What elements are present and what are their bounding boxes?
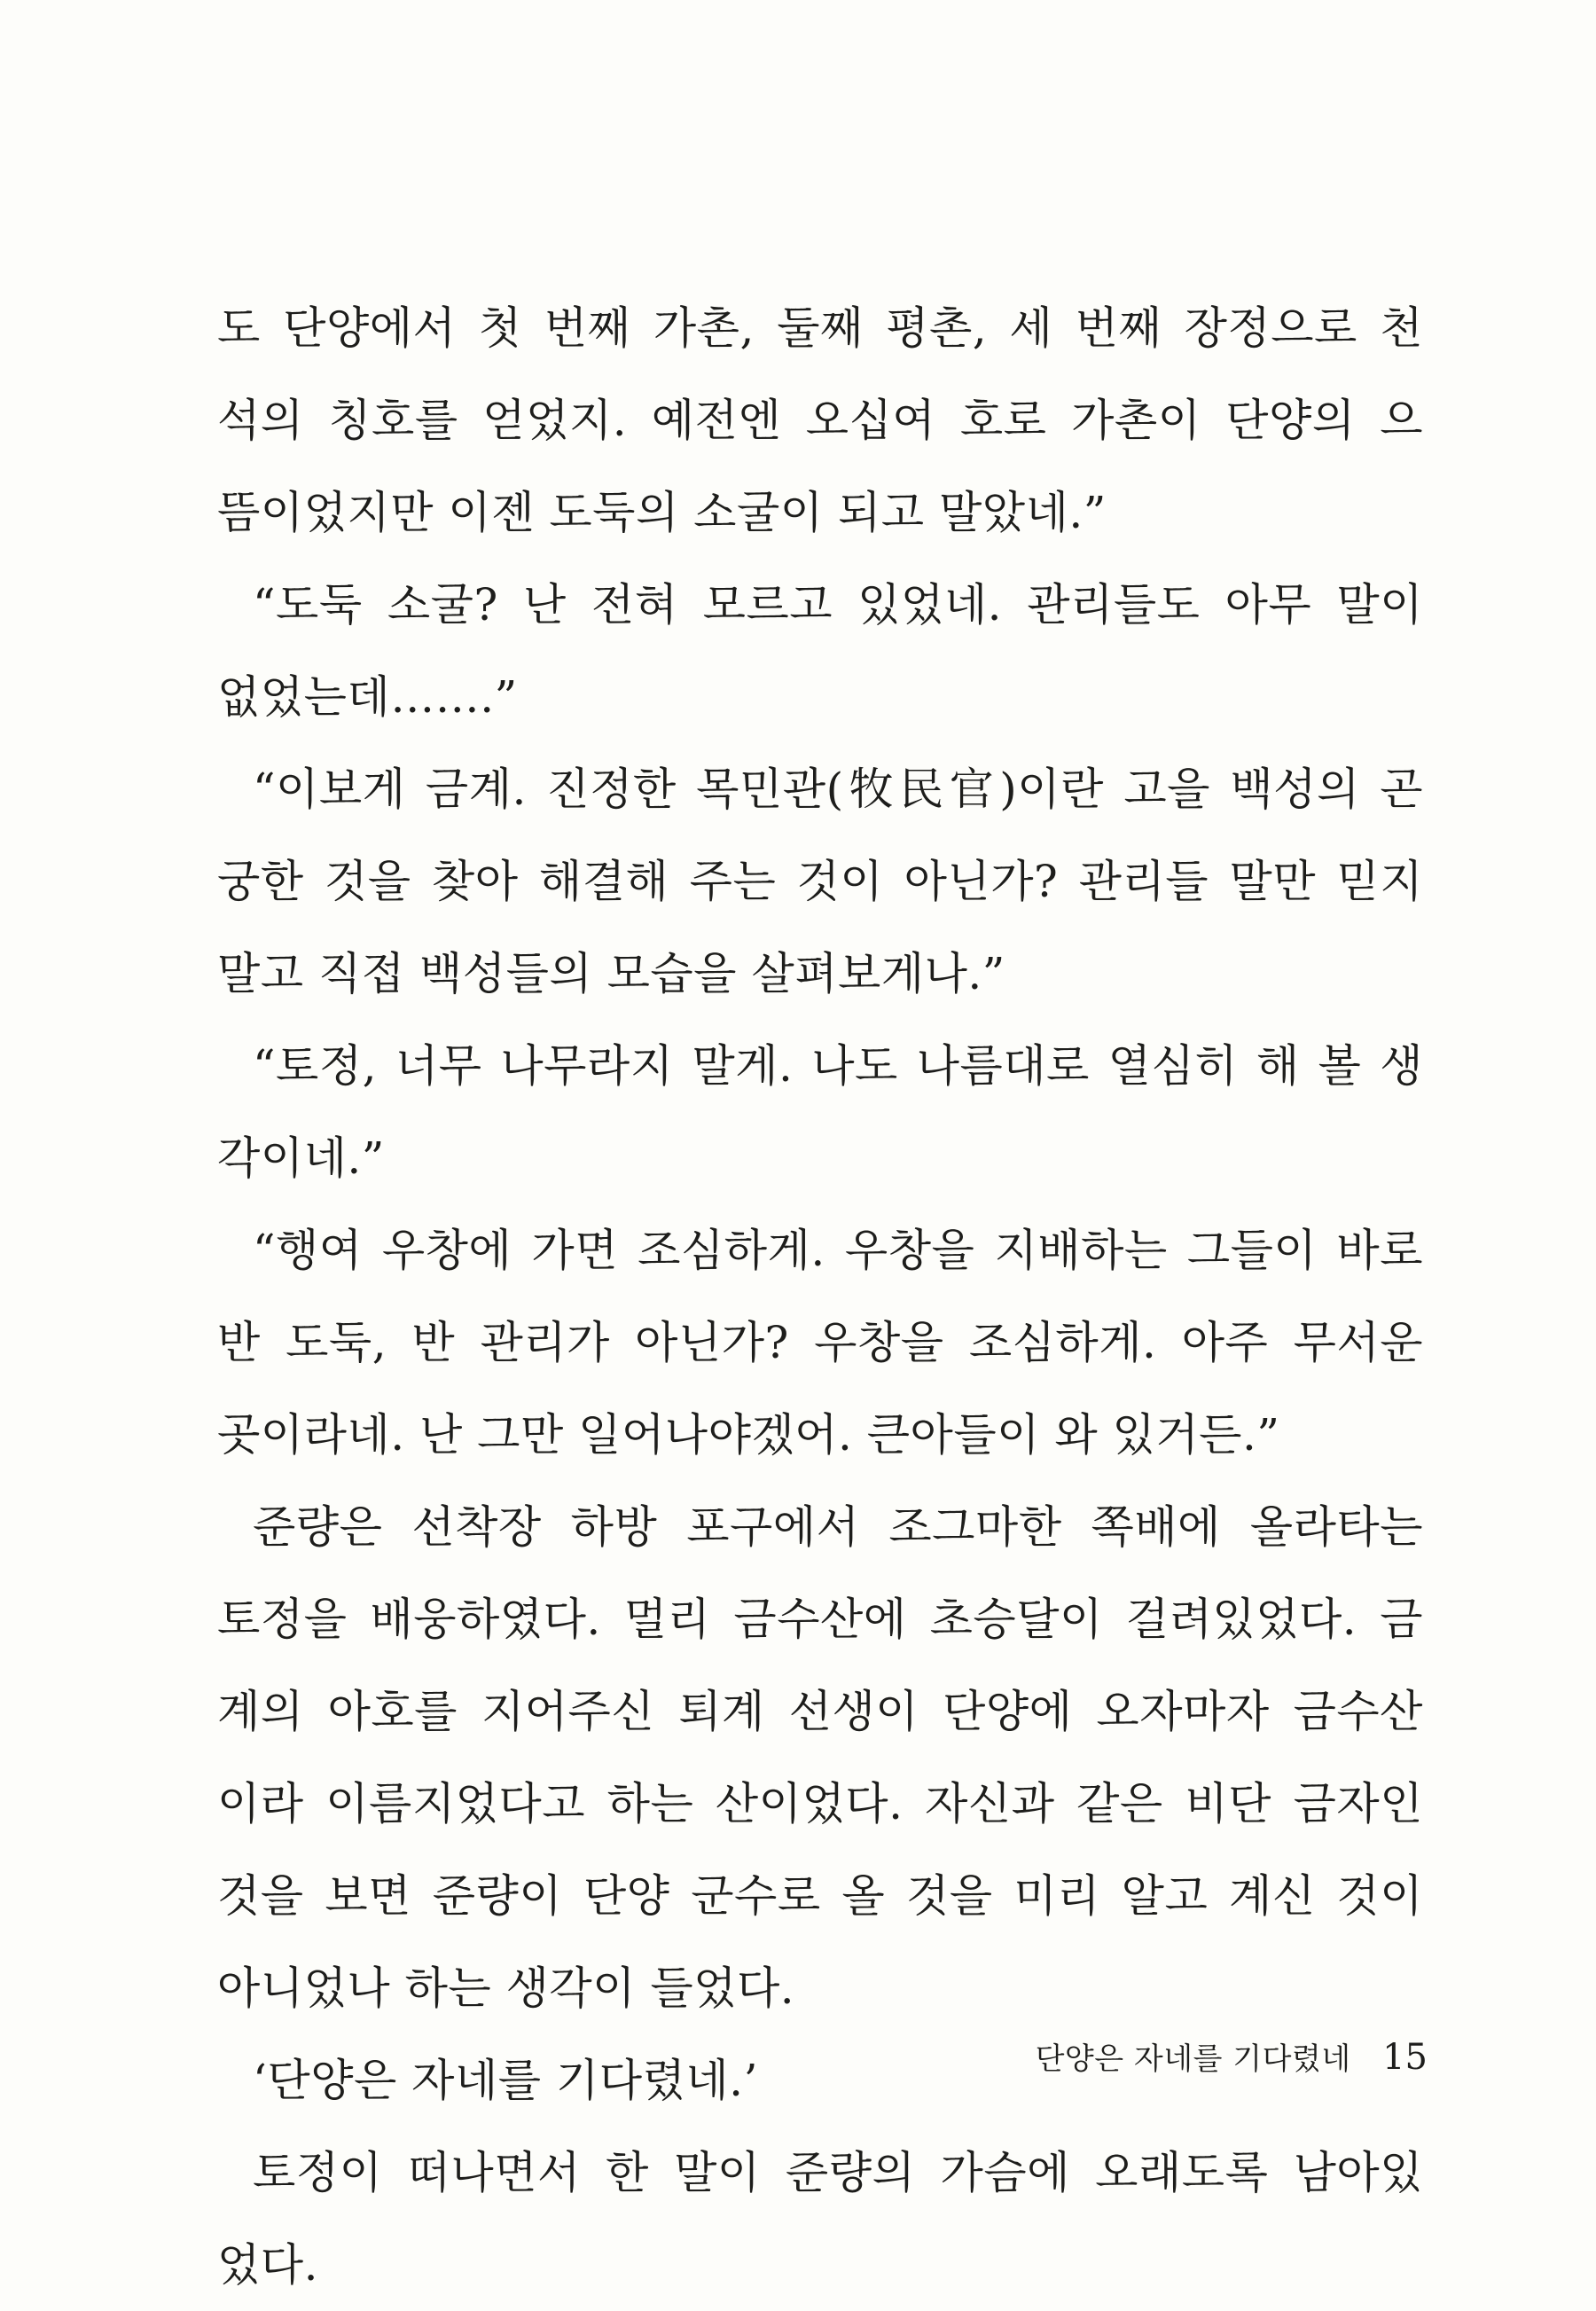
text-line: 것을 보면 준량이 단양 군수로 올 것을 미리 알고 계신 것이 xyxy=(217,1870,1423,1922)
text-line: 아니었나 하는 생각이 들었다. xyxy=(217,1962,795,2014)
text-line: 곳이라네. 난 그만 일어나야겠어. 큰아들이 와 있거든.” xyxy=(217,1409,1280,1461)
text-line: 토정을 배웅하였다. 멀리 금수산에 초승달이 걸려있었다. 금 xyxy=(217,1594,1423,1645)
body-text xyxy=(217,282,1423,2311)
text-line: “토정, 너무 나무라지 말게. 나도 나름대로 열심히 해 볼 생 xyxy=(253,1040,1423,1092)
text-line: 뜸이었지만 이젠 도둑의 소굴이 되고 말았네.” xyxy=(217,487,1107,538)
text-line: “도둑 소굴? 난 전혀 모르고 있었네. 관리들도 아무 말이 xyxy=(253,579,1423,631)
page-number: 15 xyxy=(1382,2037,1428,2078)
text-line: 었다. xyxy=(217,2239,318,2291)
text-line: 말고 직접 백성들의 모습을 살펴보게나.” xyxy=(217,948,1005,999)
text-line: ‘단양은 자네를 기다렸네.’ xyxy=(253,2055,758,2106)
text-line: 준량은 선착장 하방 포구에서 조그마한 쪽배에 올라타는 xyxy=(253,1501,1423,1553)
text-line: 각이네.” xyxy=(217,1132,385,1184)
running-title: 단양은 자네를 기다렸네 xyxy=(1035,2041,1351,2077)
text-line: 없었는데…….” xyxy=(217,671,518,723)
text-line: 궁한 것을 찾아 해결해 주는 것이 아닌가? 관리들 말만 믿지 xyxy=(217,856,1423,907)
text-line: “이보게 금계. 진정한 목민관(牧民官)이란 고을 백성의 곤 xyxy=(253,764,1423,815)
text-line: 반 도둑, 반 관리가 아닌가? 우창을 조심하게. 아주 무서운 xyxy=(217,1317,1423,1368)
text-line: 토정이 떠나면서 한 말이 준량의 가슴에 오래도록 남아있 xyxy=(253,2147,1423,2198)
text-line: “행여 우창에 가면 조심하게. 우창을 지배하는 그들이 바로 xyxy=(253,1225,1423,1276)
text-line: 계의 아호를 지어주신 퇴계 선생이 단양에 오자마자 금수산 xyxy=(217,1686,1423,1737)
text-line: 석의 칭호를 얻었지. 예전엔 오십여 호로 가촌이 단양의 으 xyxy=(217,395,1423,446)
page-footer xyxy=(1036,2031,1428,2084)
text-line: 이라 이름지었다고 하는 산이었다. 자신과 같은 비단 금자인 xyxy=(217,1778,1423,1829)
text-line: 도 단양에서 첫 번째 가촌, 둘째 평촌, 세 번째 장정으로 천 xyxy=(217,302,1423,354)
